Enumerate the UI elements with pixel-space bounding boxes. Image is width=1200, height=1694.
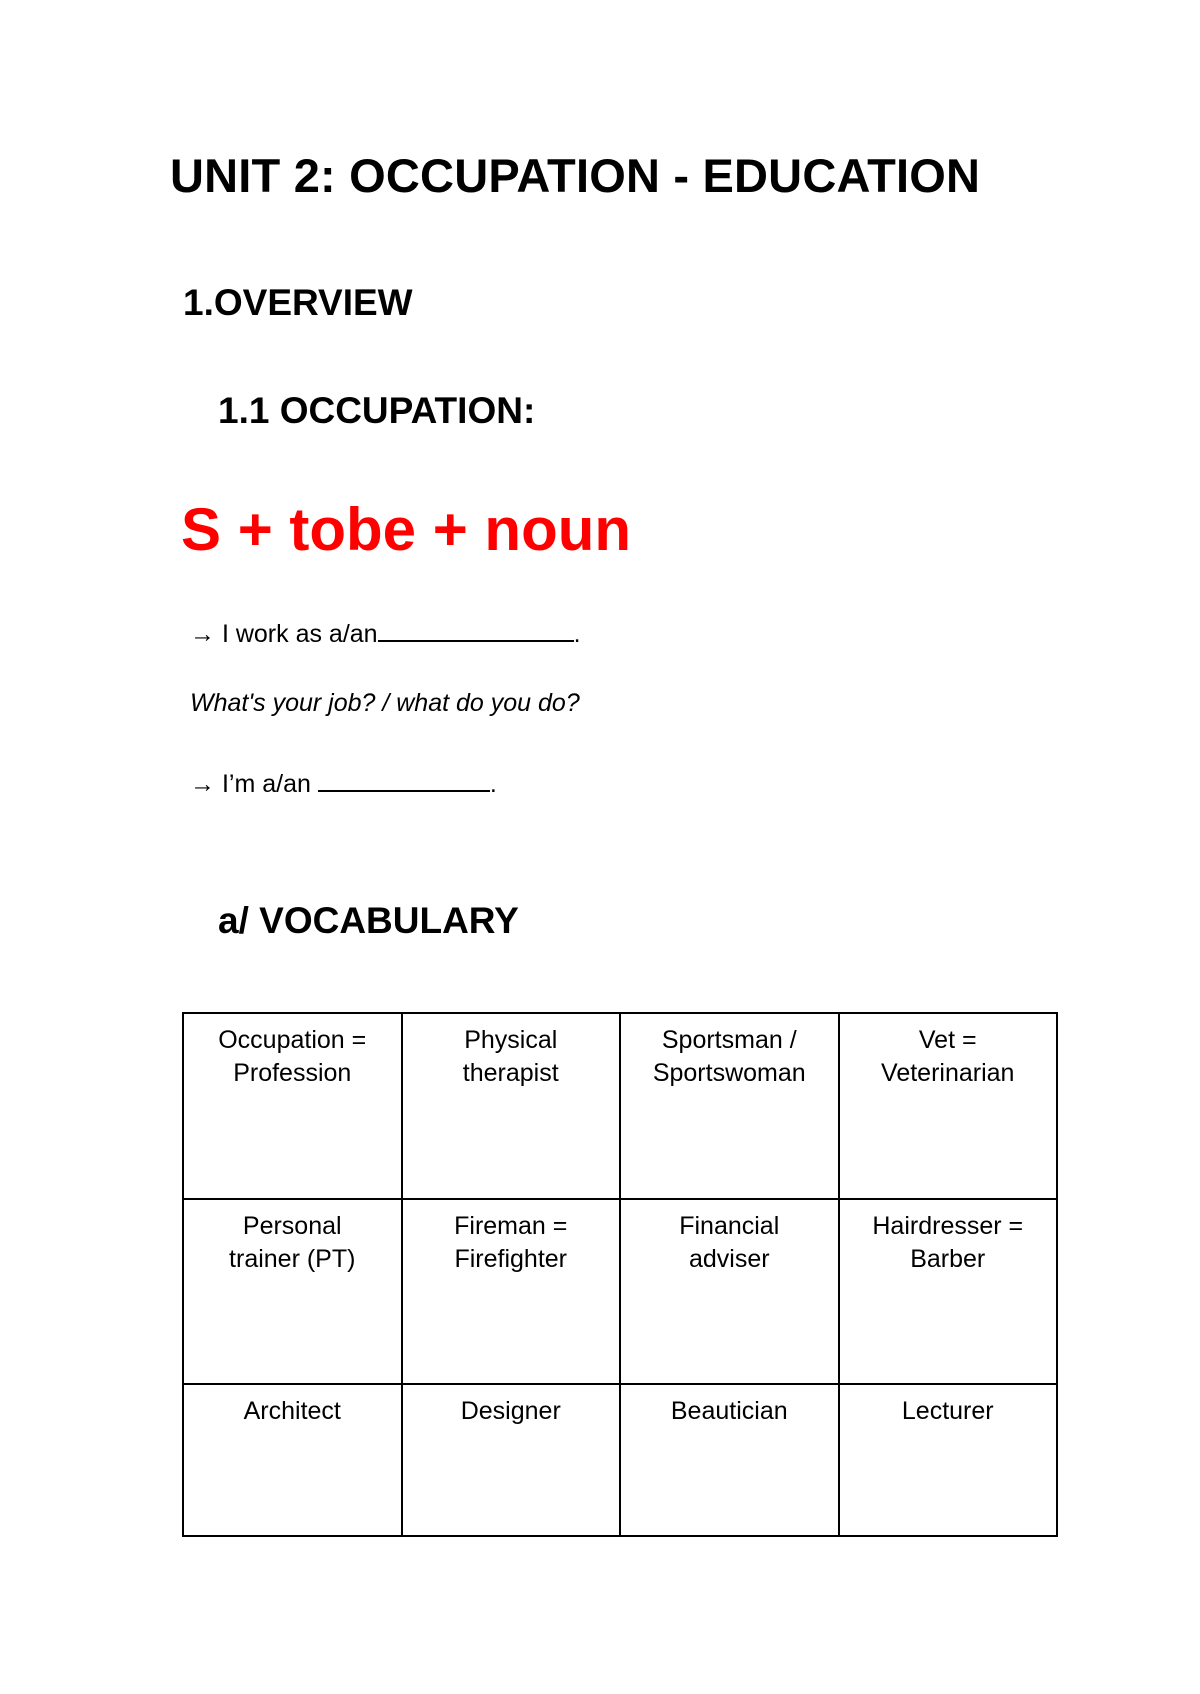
vocabulary-cell — [620, 1384, 839, 1536]
vocabulary-term-line: Personal — [242, 1212, 342, 1240]
vocabulary-cell — [402, 1199, 621, 1384]
example-end: . — [573, 620, 581, 648]
example-line-im-a — [190, 764, 497, 799]
subsection-heading-occupation: 1.1 OCCUPATION: — [218, 390, 536, 431]
document-title: UNIT 2: OCCUPATION - EDUCATION — [170, 149, 981, 202]
vocabulary-term-line: Physical — [464, 1026, 558, 1054]
vocabulary-cell — [839, 1384, 1058, 1536]
fill-in-blank — [378, 614, 574, 642]
vocabulary-cell — [402, 1384, 621, 1536]
table-row — [183, 1013, 1057, 1199]
vocabulary-cell — [402, 1013, 621, 1199]
section-heading-overview: 1.OVERVIEW — [183, 282, 413, 323]
vocabulary-cell — [183, 1384, 402, 1536]
vocabulary-term-line: Fireman = — [454, 1212, 568, 1240]
vocabulary-term-line: Vet = — [918, 1026, 977, 1054]
vocabulary-cell — [839, 1013, 1058, 1199]
vocabulary-term-line: Architect — [243, 1397, 341, 1425]
vocabulary-term-line: Veterinarian — [881, 1059, 1015, 1087]
vocabulary-cell — [839, 1199, 1058, 1384]
vocabulary-term-line: Financial — [679, 1212, 780, 1240]
fill-in-blank — [318, 764, 490, 792]
vocabulary-term-line: Occupation = — [218, 1026, 367, 1054]
vocabulary-cell — [183, 1199, 402, 1384]
vocabulary-term-line: Sportswoman — [652, 1059, 806, 1087]
vocabulary-cell — [183, 1013, 402, 1199]
example-text: → I’m a/an — [190, 770, 318, 798]
example-text: → I work as a/an — [190, 620, 378, 648]
example-question: What's your job? / what do you do? — [190, 689, 580, 717]
vocabulary-term-line: trainer (PT) — [229, 1245, 356, 1273]
vocabulary-term-line: Barber — [910, 1245, 986, 1273]
vocabulary-term-line: adviser — [688, 1245, 770, 1273]
example-end: . — [489, 770, 497, 798]
vocabulary-table — [182, 1012, 1058, 1537]
vocabulary-term-line: Sportsman / — [661, 1026, 797, 1054]
vocabulary-cell — [620, 1199, 839, 1384]
vocabulary-heading: a/ VOCABULARY — [218, 900, 519, 941]
vocabulary-term-line: Firefighter — [454, 1245, 568, 1273]
table-row — [183, 1199, 1057, 1384]
vocabulary-term-line: therapist — [462, 1059, 559, 1087]
grammar-formula: S + tobe + noun — [181, 496, 632, 563]
example-line-work-as — [190, 614, 581, 649]
table-row — [183, 1384, 1057, 1536]
vocabulary-term-line: Designer — [460, 1397, 561, 1425]
vocabulary-term-line: Hairdresser = — [872, 1212, 1024, 1240]
vocabulary-term-line: Profession — [233, 1059, 352, 1087]
vocabulary-cell — [620, 1013, 839, 1199]
vocabulary-term-line: Lecturer — [901, 1397, 994, 1425]
vocabulary-term-line: Beautician — [670, 1397, 788, 1425]
